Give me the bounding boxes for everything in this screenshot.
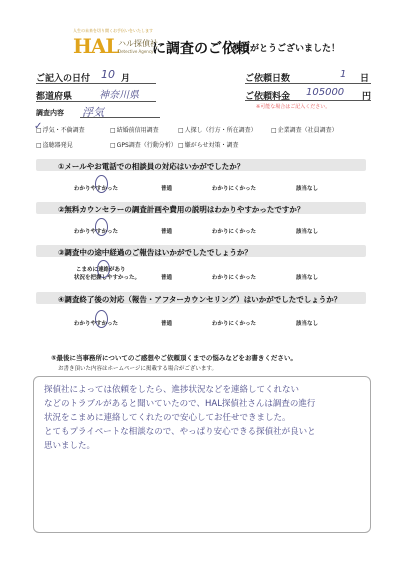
comment-line-4: とてもプライベートな相談なので、やっぱり安心できる探偵社が良いと: [44, 427, 316, 437]
question-1-text: ①メールやお電話での相談員の対応はいかがでしたか？: [58, 162, 245, 171]
q3-option-frequent-line2[interactable]: 状況を把握しやすかった。: [74, 275, 141, 281]
entry-month-value: 10: [101, 68, 115, 81]
days-underline: [245, 83, 371, 84]
q2-option-na[interactable]: 該当なし: [296, 229, 319, 235]
checkbox-person-search[interactable]: □ 人探し（行方・所在調査）: [178, 125, 257, 134]
fee-unit: 円: [362, 92, 372, 102]
checkbox-infidelity[interactable]: □ 浮気・不倫調査: [36, 125, 85, 134]
q2-option-normal[interactable]: 普通: [161, 229, 173, 235]
fee-label: ご依頼料金: [245, 92, 291, 102]
checkbox-bug-detection[interactable]: □ 盗聴器発見: [36, 140, 73, 149]
q1-option-clear[interactable]: わかりやすかった: [74, 186, 119, 192]
entry-date-underline: [36, 83, 156, 84]
question-3-text: ③調査中の途中経過のご報告はいかがでしたでしょうか？: [58, 248, 252, 257]
checkbox-harassment[interactable]: □ 嫌がらせ対策・調査: [178, 140, 239, 149]
prefecture-label: 都道府県: [36, 92, 73, 102]
content-label: 調査内容: [36, 109, 64, 117]
q3-option-na[interactable]: 該当なし: [296, 275, 319, 281]
days-value: 1: [340, 69, 347, 80]
comment-prompt-note: お書き頂いた内容はホームページに掲載する場合がございます。: [58, 366, 217, 372]
content-value: 浮気: [82, 106, 104, 119]
page-title: に調査のご依頼: [152, 41, 250, 57]
logo-mark: HAL: [73, 34, 119, 58]
prefecture-value: 神奈川県: [99, 90, 139, 101]
comment-line-2: などのトラブルがあると聞いていたので、HAL探偵社さんは調査の進行: [44, 399, 316, 409]
days-label: ご依頼日数: [245, 74, 291, 84]
logo-english: Detective Agency: [118, 49, 154, 54]
q4-option-clear[interactable]: わかりやすかった: [74, 321, 119, 327]
checkbox-infidelity-mark: ✓: [34, 121, 43, 132]
fee-underline: [245, 100, 371, 101]
checkbox-premarital[interactable]: □ 結婚前信用調査: [110, 125, 159, 134]
question-4-text: ④調査終了後の対応（報告・アフターカウンセリング）はいかがでしたでしょうか？: [58, 295, 342, 304]
days-unit: 日: [360, 74, 370, 84]
comment-line-5: 思いました。: [44, 441, 96, 451]
q3-option-unclear[interactable]: わかりにくかった: [212, 275, 257, 281]
q3-option-normal[interactable]: 普通: [161, 275, 173, 281]
q4-option-na[interactable]: 該当なし: [296, 321, 319, 327]
checkbox-corporate[interactable]: □ 企業調査（社員調査）: [271, 125, 338, 134]
content-underline: [80, 117, 160, 118]
q4-option-normal[interactable]: 普通: [161, 321, 173, 327]
fee-value: 105000: [306, 87, 345, 98]
q1-option-na[interactable]: 該当なし: [296, 186, 319, 192]
logo-name: ハル探偵社: [118, 39, 158, 48]
entry-date-label: ご記入の日付: [36, 74, 91, 84]
q2-option-unclear[interactable]: わかりにくかった: [212, 229, 257, 235]
month-unit: 月: [121, 74, 131, 84]
logo-tagline: 人生の未来を切り開くお手伝いをいたします: [73, 28, 153, 33]
q2-option-clear[interactable]: わかりやすかった: [74, 229, 119, 235]
comment-line-1: 探偵社によっては依頼をしたら、進捗状況などを連絡してくれない: [44, 385, 300, 395]
q3-option-frequent-line1[interactable]: こまめに連絡があり: [76, 267, 126, 273]
comment-prompt: ⑤最後に当事務所についてのご感想やご依頼頂くまでの悩みなどをお書きください。: [51, 354, 297, 362]
q4-option-unclear[interactable]: わかりにくかった: [212, 321, 257, 327]
q1-option-normal[interactable]: 普通: [161, 186, 173, 192]
question-2-text: ②無料カウンセラーの調査計画や費用の説明はわかりやすかったですか？: [58, 205, 305, 214]
checkbox-gps[interactable]: □ GPS調査（行動分析）: [110, 140, 177, 149]
prefecture-underline: [36, 101, 156, 102]
page-thanks: ありがとうございました！: [232, 44, 341, 54]
q1-option-unclear[interactable]: わかりにくかった: [212, 186, 257, 192]
fee-note: ※可能な場合はご記入ください。: [256, 104, 331, 110]
comment-line-3: 状況をこまめに連絡してくれたので安心してお任せできました。: [44, 413, 291, 423]
